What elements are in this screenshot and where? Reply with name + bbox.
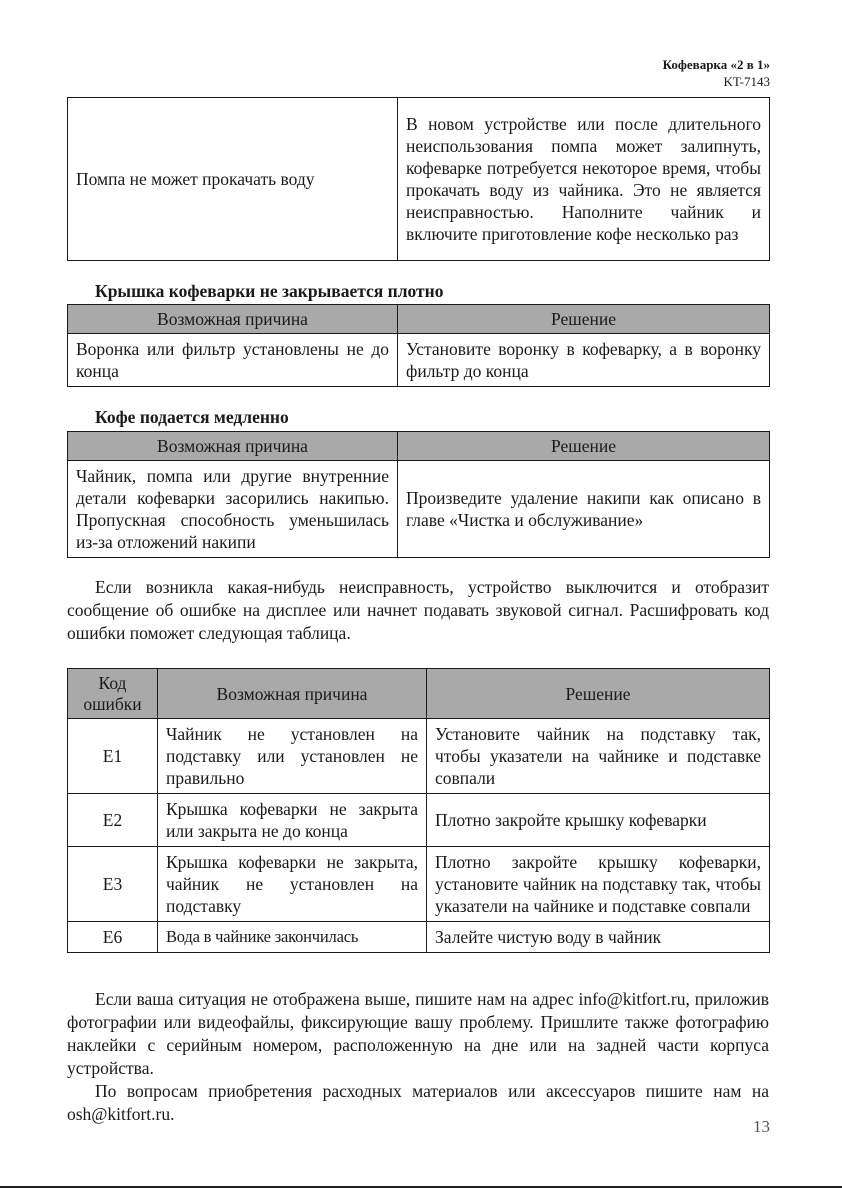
cause-cell: Вода в чайнике закончилась	[158, 922, 427, 953]
cause-cell: Крышка кофеварки не закрыта или закрыта не до конца	[158, 794, 427, 847]
table-row	[68, 334, 770, 387]
intro-paragraph: Если возникла какая-нибудь неисправность, устройство выключится и отобразит сообщение об ошибке на дисплее или начнет подавать звуковой сигнал. Расшифровать код ошибки поможет следующая таблица.	[67, 577, 769, 643]
page-number: 13	[753, 1117, 770, 1136]
contact-block	[67, 988, 769, 1126]
error-code-cell: E2	[68, 794, 158, 847]
product-title: Кофеварка «2 в 1»	[662, 57, 770, 72]
cause-cell: Крышка кофеварки не закрыта, чайник не установлен на подставку	[158, 847, 427, 922]
column-header-cause: Возможная причина	[68, 432, 398, 461]
section-heading: Крышка кофеварки не закрывается плотно	[95, 281, 444, 301]
column-header-solution: Решение	[398, 305, 770, 334]
cause-cell: Помпа не может прокачать воду	[68, 98, 398, 261]
column-header-cause: Возможная причина	[158, 669, 427, 719]
cause-cell: Воронка или фильтр установлены не до конца	[68, 334, 398, 387]
table-row	[68, 98, 770, 261]
cause-cell: Чайник не установлен на подставку или установлен не правильно	[158, 719, 427, 794]
table-row	[68, 794, 770, 847]
solution-cell: Произведите удаление накипи как описано в главе «Чистка и обслуживание»	[398, 461, 770, 558]
table-row	[68, 461, 770, 558]
solution-cell: Залейте чистую воду в чайник	[427, 922, 770, 953]
slow-section	[67, 406, 769, 558]
error-code-cell: E6	[68, 922, 158, 953]
page-header	[663, 56, 770, 90]
section-heading: Кофе подается медленно	[95, 407, 289, 427]
intro-block	[67, 576, 769, 645]
solution-cell: В новом устройстве или после длительного неиспользования помпа может залипнуть, кофеварке потребуется некоторое время, чтобы прокачать воду из чайника. Это не является неисправностью. Наполните чайник и включите приготовление кофе несколько раз	[398, 98, 770, 261]
solution-cell: Установите чайник на подставку так, чтобы указатели на чайнике и подставке совпали	[427, 719, 770, 794]
pump-table	[67, 97, 770, 261]
pump-table-block	[67, 97, 769, 261]
product-model: KT-7143	[723, 74, 770, 89]
column-header-code: Код ошибки	[68, 669, 158, 719]
error-table	[67, 668, 770, 953]
table-header-row	[68, 432, 770, 461]
table-row	[68, 922, 770, 953]
column-header-solution: Решение	[398, 432, 770, 461]
lid-section	[67, 280, 769, 387]
table-header-row	[68, 669, 770, 719]
contact-paragraph: Если ваша ситуация не отображена выше, пишите нам на адрес info@kitfort.ru, приложив фотографии или видеофайлы, фиксирующие вашу проблему. Пришлите также фотографию наклейки с серийным номером, расположенную на дне или на задней части корпуса устройства.	[67, 989, 769, 1078]
solution-cell: Плотно закройте крышку кофеварки, установите чайник на подставку так, чтобы указатели на чайнике и подставке совпали	[427, 847, 770, 922]
solution-cell: Плотно закройте крышку кофеварки	[427, 794, 770, 847]
footer-divider	[0, 1186, 842, 1188]
cause-cell: Чайник, помпа или другие внутренние детали кофеварки засорились накипью. Пропускная способность уменьшилась из-за отложений накипи	[68, 461, 398, 558]
lid-table	[67, 304, 770, 387]
column-header-solution: Решение	[427, 669, 770, 719]
table-row	[68, 847, 770, 922]
column-header-cause: Возможная причина	[68, 305, 398, 334]
table-row	[68, 719, 770, 794]
error-table-block	[67, 668, 769, 953]
slow-table	[67, 431, 770, 558]
table-header-row	[68, 305, 770, 334]
error-code-cell: E1	[68, 719, 158, 794]
error-code-cell: E3	[68, 847, 158, 922]
accessories-paragraph: По вопросам приобретения расходных материалов или аксессуаров пишите нам на osh@kitfort.ru.	[67, 1081, 769, 1124]
solution-cell: Установите воронку в кофеварку, а в воронку фильтр до конца	[398, 334, 770, 387]
